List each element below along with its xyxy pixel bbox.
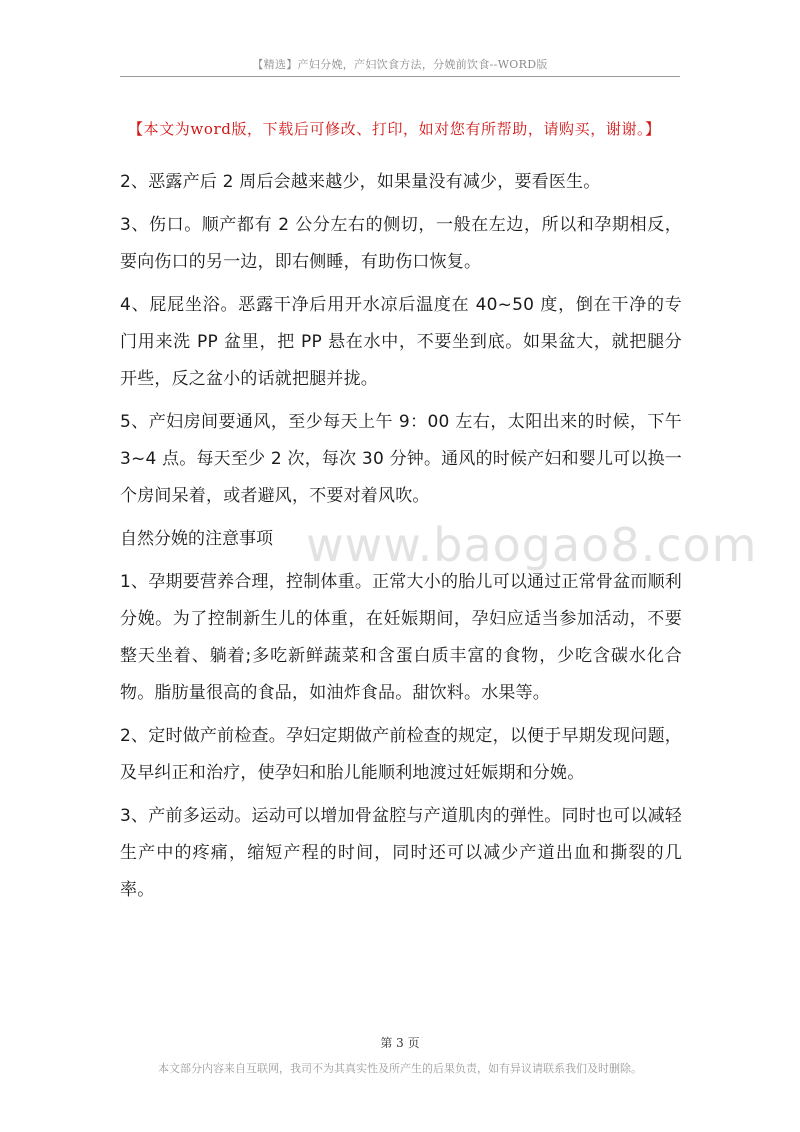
section-title: 自然分娩的注意事项	[120, 529, 273, 549]
paragraph: 1、孕期要营养合理，控制体重。正常大小的胎儿可以通过正常骨盆而顺利分娩。为了控制新生儿的体重，在妊娠期间，孕妇应适当参加活动，不要整天坐着、躺着;多吃新鲜蔬菜和含蛋白质丰富的食物，少吃含碳水化合物。脂肪量很高的食品，如油炸食品。甜饮料。水果等。	[120, 572, 682, 703]
paragraph: 2、定时做产前检查。孕妇定期做产前检查的规定，以便于早期发现问题，及早纠正和治疗，使孕妇和胎儿能顺利地渡过妊娠期和分娩。	[120, 726, 682, 783]
download-notice: 【本文为word版，下载后可修改、打印，如对您有所帮助，请购买，谢谢。】	[128, 120, 661, 138]
document-body	[120, 164, 682, 915]
page-header: 【精选】产妇分娩，产妇饮食方法，分娩前饮食--WORD版	[252, 58, 548, 71]
watermark: www.baogao8.com	[306, 518, 758, 572]
header-divider	[120, 76, 680, 77]
paragraph: 4、屁屁坐浴。恶露干净后用开水凉后温度在 40~50 度，倒在干净的专门用来洗 PP 盆里，把 PP 悬在水中，不要坐到底。如果盆大，就把腿分开些，反之盆小的话就把腿并拢。	[120, 295, 682, 389]
page-number: 第 3 页	[380, 1036, 420, 1050]
paragraph: 2、恶露产后 2 周后会越来越少，如果量没有减少，要看医生。	[120, 172, 601, 192]
paragraph: 5、产妇房间要通风，至少每天上午 9：00 左右，太阳出来的时候，下午 3~4 点。每天至少 2 次，每次 30 分钟。通风的时候产妇和婴儿可以换一个房间呆着，或者避风，不要对着风吹。	[120, 412, 682, 506]
paragraph: 3、产前多运动。运动可以增加骨盆腔与产道肌肉的弹性。同时也可以减轻生产中的疼痛，缩短产程的时间，同时还可以减少产道出血和撕裂的几率。	[120, 806, 682, 900]
paragraph: 3、伤口。顺产都有 2 公分左右的侧切，一般在左边，所以和孕期相反，要向伤口的另一边，即右侧睡，有助伤口恢复。	[120, 215, 682, 272]
page-footer: 本文部分内容来自互联网，我司不为其真实性及所产生的后果负责，如有异议请联系我们及时删除。	[158, 1062, 642, 1075]
